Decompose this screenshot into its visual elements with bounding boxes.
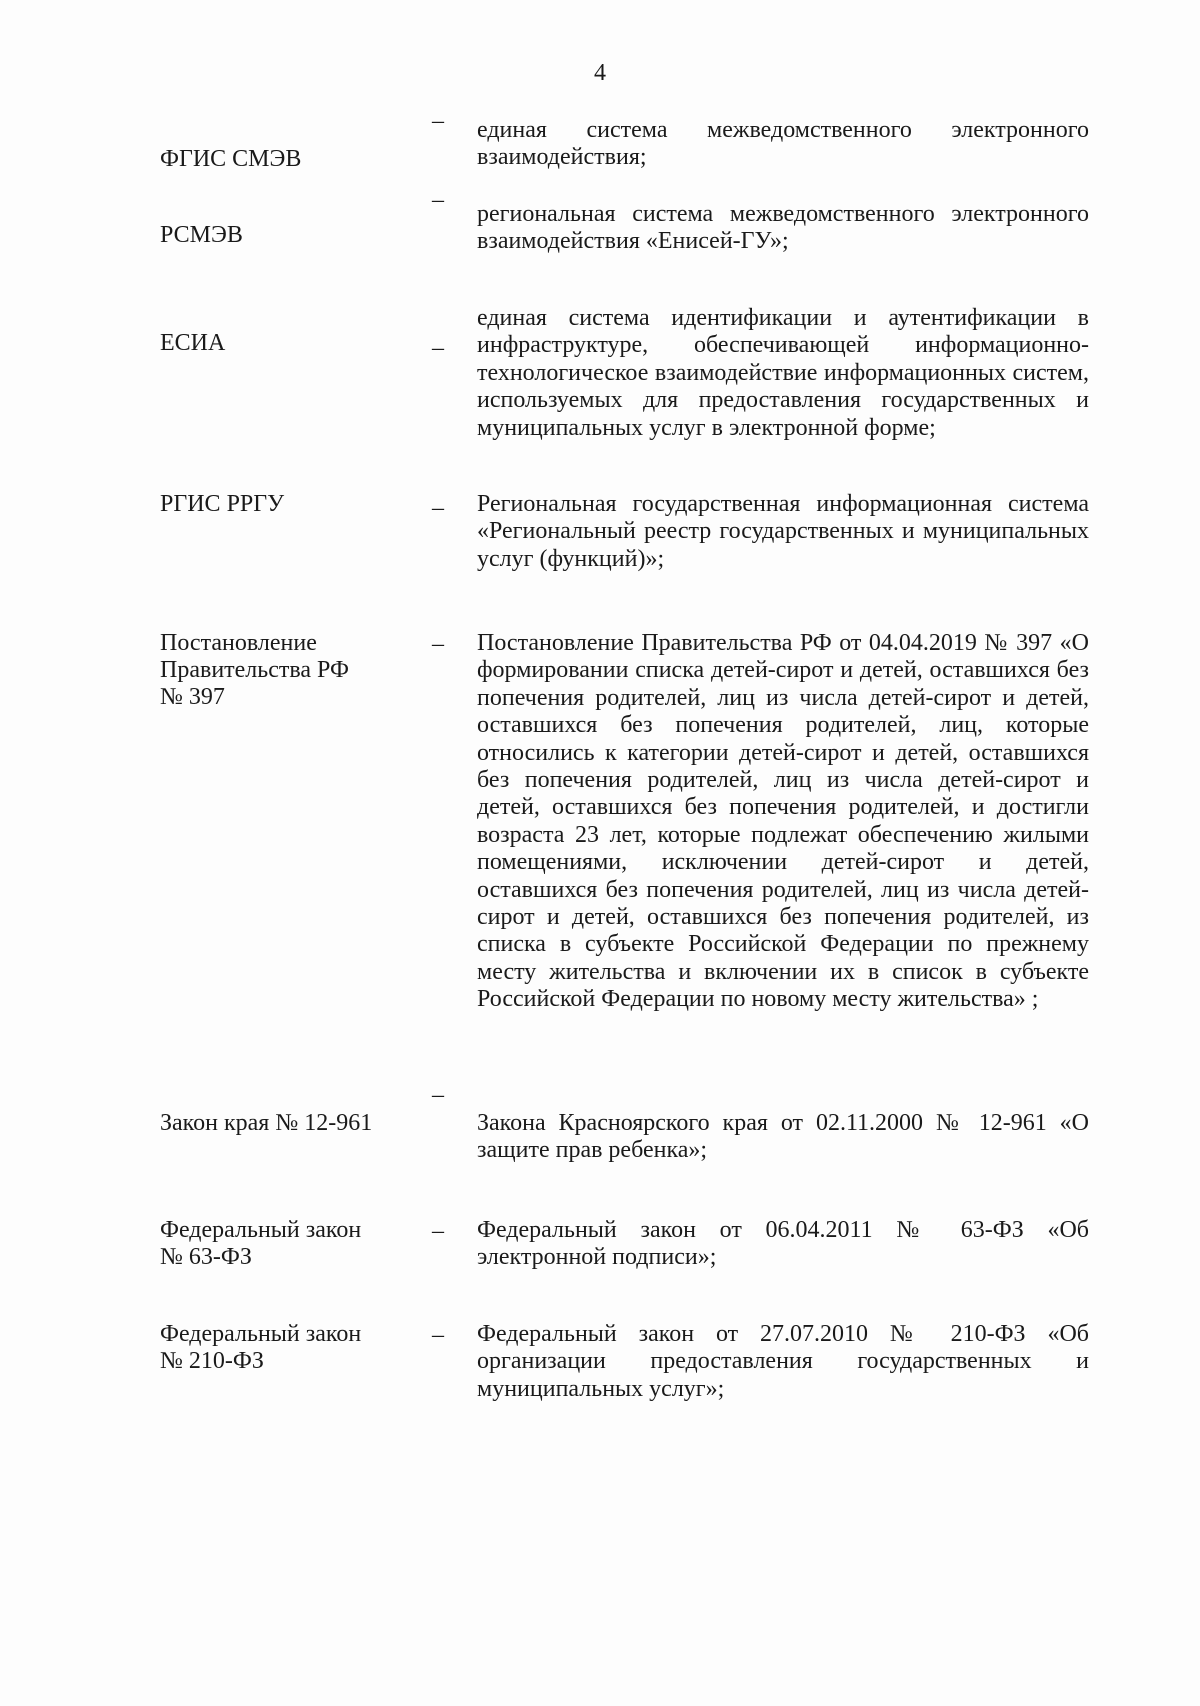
definition-text: региональная система межведомственного электронного взаимодействия «Енисей-ГУ»; bbox=[477, 201, 1089, 255]
definition-text: единая система межведомственного электронного взаимодействия; bbox=[477, 117, 1089, 171]
term-label: Закон края № 12-961 bbox=[160, 1110, 373, 1136]
term-label: РГИС РРГУ bbox=[160, 491, 285, 517]
page-number: 4 bbox=[594, 60, 606, 86]
dash-separator: – bbox=[432, 1082, 444, 1108]
definition-text: Постановление Правительства РФ от 04.04.2019 № 397 «О формировании списка детей-сирот и детей, оставшихся без попечения родителей, лиц из числа детей-сирот и детей, оставшихся без попечения родителей, лиц, которые относились к категории детей-сирот и детей, оставшихся без попечения родителей, лиц из числа детей-сирот и детей, оставшихся без попечения родителей, и достигли возраста 23 лет, которые подлежат обеспечению жилыми помещениями, исключении детей-сирот и детей, оставшихся без попечения родителей, лиц из числа детей-сирот и детей, оставшихся без попечения родителей, из списка в субъекте Российской Федерации по прежнему месту жительства и включении их в список в субъекте Российской Федерации по новому месту жительства» ; bbox=[477, 630, 1089, 1013]
dash-separator: – bbox=[432, 631, 444, 657]
definition-text: Закона Красноярского края от 02.11.2000 № 12-961 «О защите прав ребенка»; bbox=[477, 1110, 1089, 1164]
term-label: ФГИС СМЭВ bbox=[160, 146, 302, 172]
definition-text: Федеральный закон от 06.04.2011 № 63-ФЗ «Об электронной подписи»; bbox=[477, 1217, 1089, 1271]
dash-separator: – bbox=[432, 187, 444, 213]
term-label: Федеральный закон № 210-ФЗ bbox=[160, 1321, 362, 1374]
definition-text: единая система идентификации и аутентификации в инфраструктуре, обеспечивающей информационно-технологическое взаимодействие информационных систем, используемых для предоставления государственных и муниципальных услуг в электронной форме; bbox=[477, 305, 1089, 441]
dash-separator: – bbox=[432, 495, 444, 521]
dash-separator: – bbox=[432, 1218, 444, 1244]
definition-text: Региональная государственная информационная система «Региональный реестр государственных и муниципальных услуг (функций)»; bbox=[477, 491, 1089, 572]
definition-text: Федеральный закон от 27.07.2010 № 210-ФЗ «Об организации предоставления государственных и муниципальных услуг»; bbox=[477, 1321, 1089, 1402]
term-label: Постановление Правительства РФ № 397 bbox=[160, 630, 349, 710]
dash-separator: – bbox=[432, 335, 444, 361]
term-label: ЕСИА bbox=[160, 330, 226, 356]
term-label: Федеральный закон № 63-ФЗ bbox=[160, 1217, 362, 1270]
dash-separator: – bbox=[432, 108, 444, 134]
dash-separator: – bbox=[432, 1322, 444, 1348]
term-label: РСМЭВ bbox=[160, 222, 243, 248]
